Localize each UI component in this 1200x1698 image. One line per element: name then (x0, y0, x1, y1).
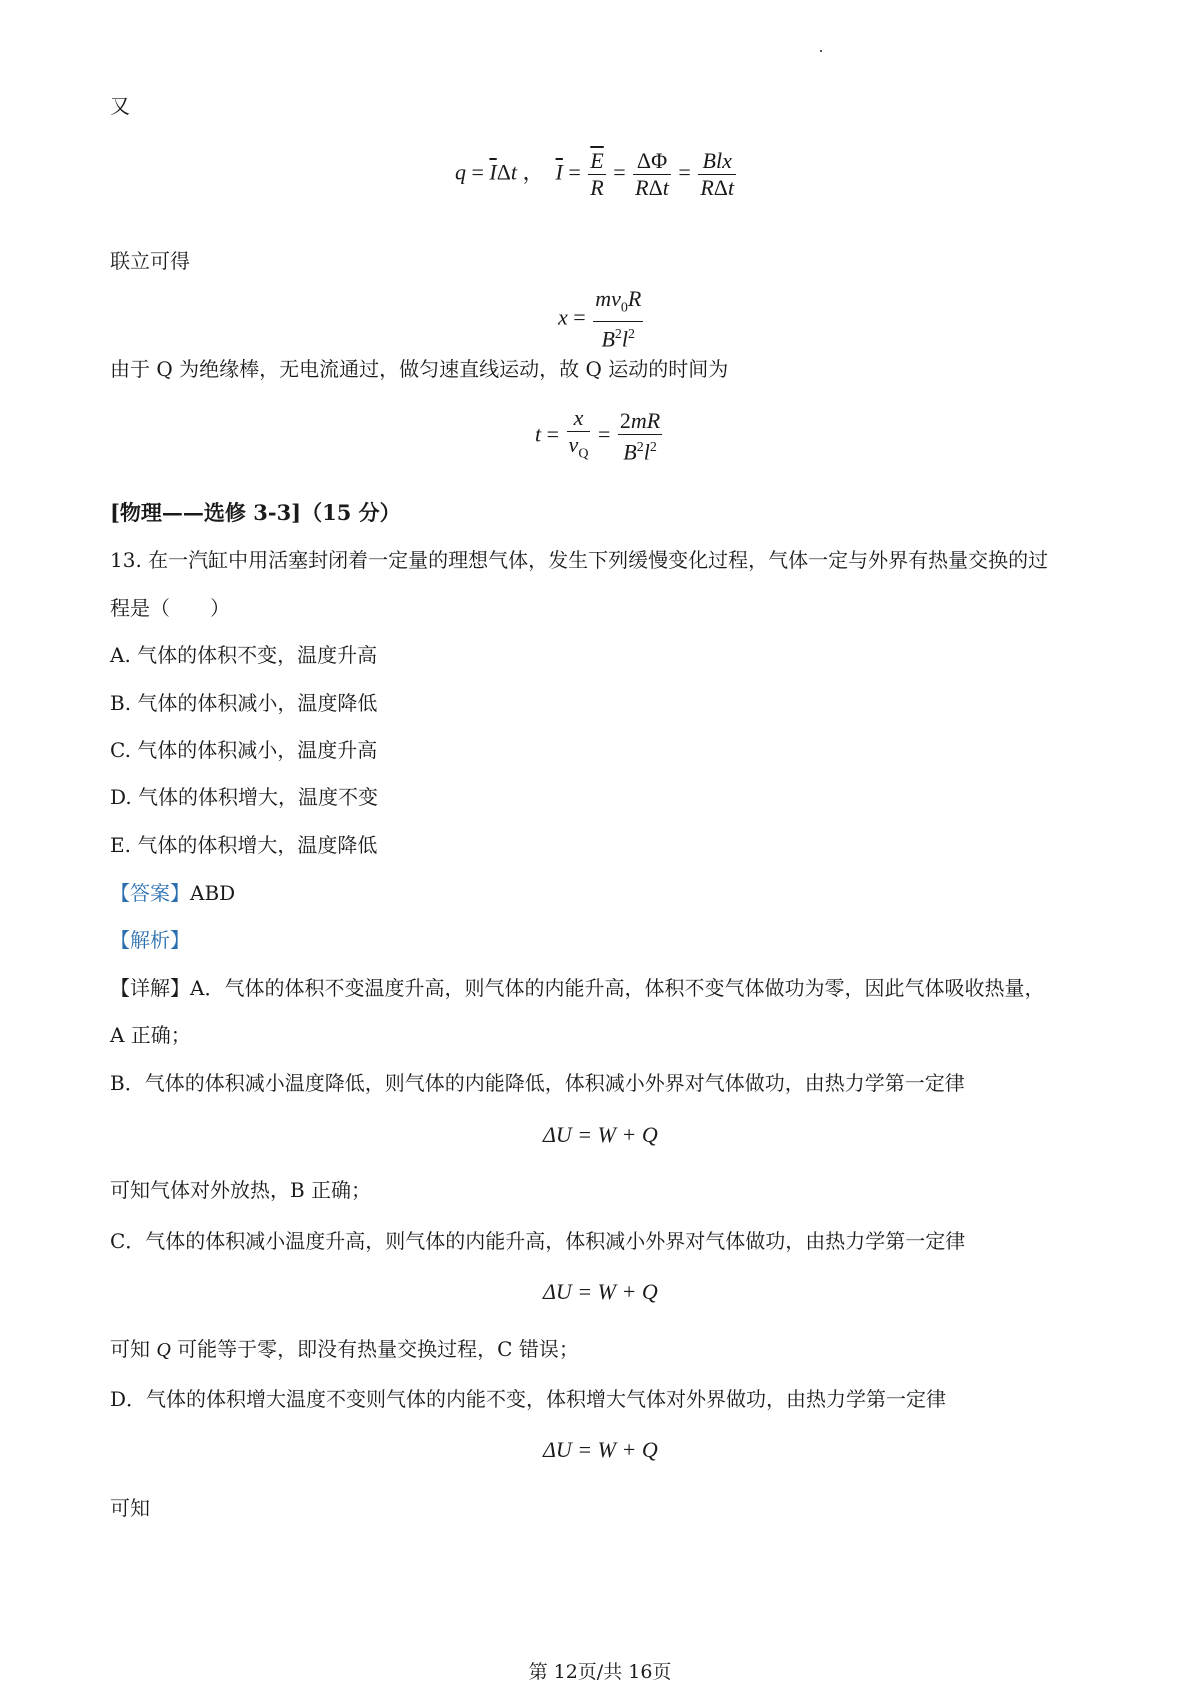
formula-time: t = $\frac{x}{v_Q}$ = $\frac{2mR}{B^2l^2}$ (535, 405, 661, 464)
option-d: D. 气体的体积增大，温度不变 (110, 785, 379, 809)
question-text-line2: 程是（ ） (110, 596, 230, 620)
detail-c-result-q: Q (156, 1339, 171, 1361)
detail-a-line1 (110, 974, 1044, 1002)
text-insulated-rod: 由于 Q 为绝缘棒，无电流通过，做匀速直线运动，故 Q 运动的时间为 (110, 357, 729, 381)
formula-displacement: x = $\frac{mv_0R}{B^2l^2}$ (558, 286, 642, 352)
detail-c-result-post: 可能等于零，即没有热量交换过程，C 错误； (170, 1337, 579, 1361)
page-footer: 第 12页/共 16页 (528, 1661, 672, 1683)
section-heading: [物理——选修 3-3]（15 分） (110, 500, 401, 525)
option-b: B. 气体的体积减小，温度降低 (110, 691, 378, 715)
law-formula-d: ΔU = W + Q (543, 1437, 658, 1462)
answer-value: ABD (190, 881, 236, 905)
law-formula-c: ΔU = W + Q (543, 1279, 658, 1304)
detail-b: B．气体的体积减小温度降低，则气体的内能降低，体积减小外界对气体做功，由热力学第一定律 (110, 1071, 965, 1095)
detail-d-result: 可知 (110, 1496, 150, 1520)
option-a: A. 气体的体积不变，温度升高 (110, 643, 378, 667)
formula-charge-current: $q = \overline{I}\Delta t$ ， $\overline{I}$ = $\frac{\overline{E}}{R}$ = $\frac{\Delta\Phi}{\text{RΔt}}$ = $\frac{\text{Blx}}{\text{RΔt}}$ (455, 148, 735, 200)
scan-dot (820, 50, 822, 52)
option-c: C. 气体的体积减小，温度升高 (110, 738, 378, 762)
top-text: 又 (110, 94, 130, 118)
text-combine: 联立可得 (110, 249, 190, 273)
law-formula-b: ΔU = W + Q (543, 1122, 658, 1147)
detail-a-text: A．气体的体积不变温度升高，则气体的内能升高，体积不变气体做功为零，因此气体吸收热量， (190, 976, 1045, 1000)
detail-a-line2: A 正确； (110, 1023, 191, 1047)
option-e: E. 气体的体积增大，温度降低 (110, 833, 378, 857)
detail-c: C．气体的体积减小温度升高，则气体的内能升高，体积减小外界对气体做功，由热力学第一定律 (110, 1229, 966, 1253)
answer-tag: 【答案】 (110, 881, 190, 905)
analysis-tag: 【解析】 (110, 928, 190, 952)
detail-tag: 【详解】 (110, 976, 190, 1000)
detail-c-result-pre: 可知 (110, 1337, 157, 1361)
detail-b-result: 可知气体对外放热，B 正确； (110, 1178, 372, 1202)
question-text-line1: 13. 在一汽缸中用活塞封闭着一定量的理想气体，发生下列缓慢变化过程，气体一定与外界有热量交换的过 (110, 548, 1049, 572)
answer-line (110, 879, 235, 907)
detail-c-result (110, 1335, 579, 1364)
detail-d: D．气体的体积增大温度不变则气体的内能不变，体积增大气体对外界做功，由热力学第一定律 (110, 1387, 947, 1411)
